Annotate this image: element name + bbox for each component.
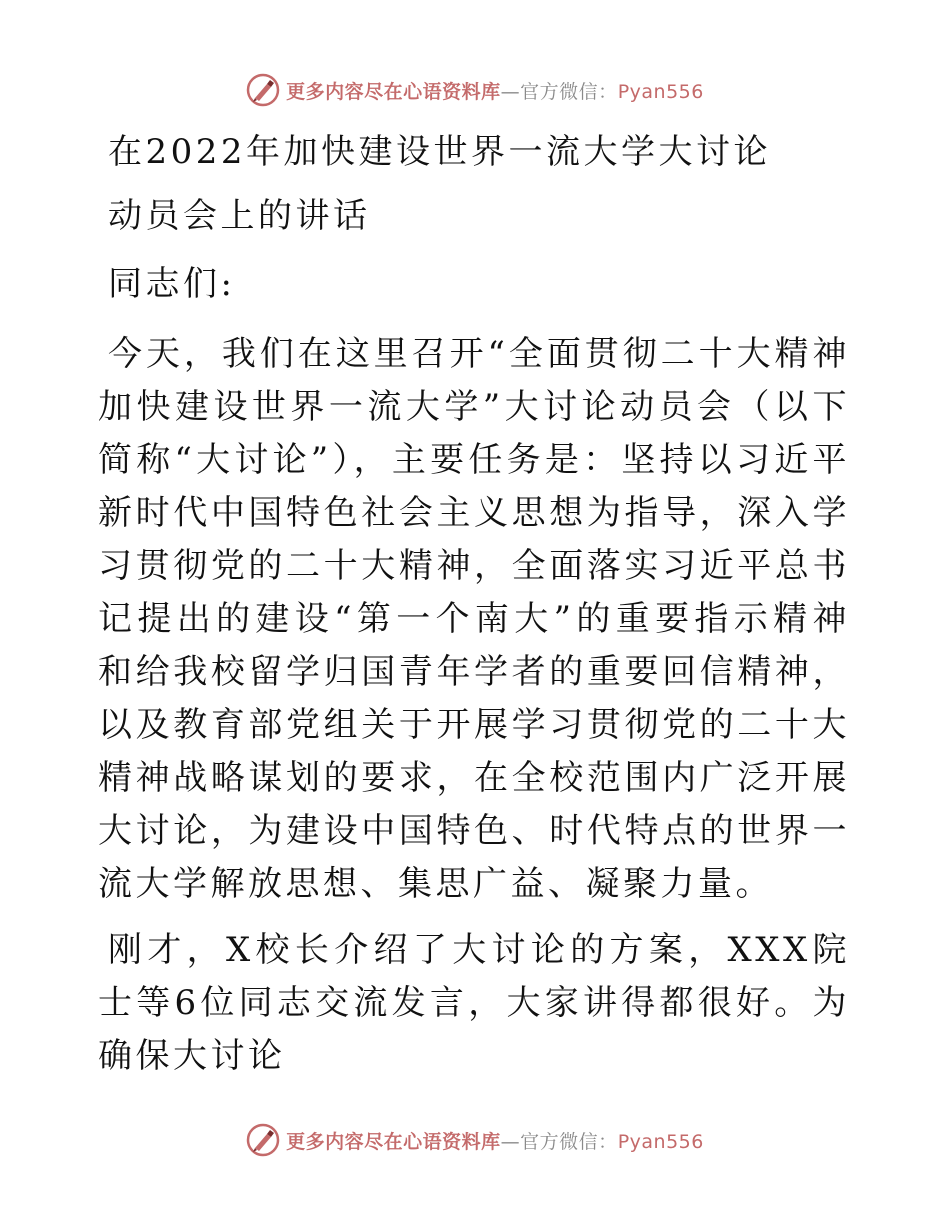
document-title-line-2: 动员会上的讲话 — [108, 196, 371, 236]
paragraph-1: 今天，我们在这里召开“全面贯彻二十大精神加快建设世界一流大学”大讨论动员会（以下简称“大讨论”），主要任务是：坚持以习近平新时代中国特色社会主义思想为指导，深入学习贯彻党的二十大精神，全面落实习近平总书记提出的建设“第一个南大”的重要指示精神和给我校留学归国青年学者的重要回信精神，以及教育部党组关于开展学习贯彻党的二十大精神战略谋划的要求，在全校范围内广泛开展大讨论，为建设中国特色、时代特点的世界一流大学解放思想、集思广益、凝聚力量。 — [98, 334, 850, 904]
watermark-wechat-id: Pyan556 — [617, 80, 704, 103]
pen-logo-icon — [246, 1123, 280, 1157]
salutation: 同志们: — [108, 264, 236, 304]
watermark-group — [246, 73, 704, 107]
document-title-line-1: 在2022年加快建设世界一流大学大讨论 — [108, 132, 772, 172]
document-body — [98, 120, 850, 1083]
pen-logo-icon — [246, 73, 280, 107]
watermark-header — [0, 70, 950, 110]
watermark-text — [286, 1127, 704, 1154]
watermark-wechat-id: Pyan556 — [617, 1130, 704, 1153]
watermark-wechat-label: —官方微信： — [500, 1130, 618, 1153]
watermark-library-text: 更多内容尽在心语资料库 — [286, 80, 501, 103]
watermark-text — [286, 77, 704, 104]
watermark-library-text: 更多内容尽在心语资料库 — [286, 1130, 501, 1153]
watermark-group — [246, 1123, 704, 1157]
watermark-footer — [0, 1120, 950, 1160]
paragraph-2: 刚才，X校长介绍了大讨论的方案，XXX院士等6位同志交流发言，大家讲得都很好。为确保大讨论 — [98, 930, 850, 1076]
watermark-wechat-label: —官方微信： — [500, 80, 618, 103]
